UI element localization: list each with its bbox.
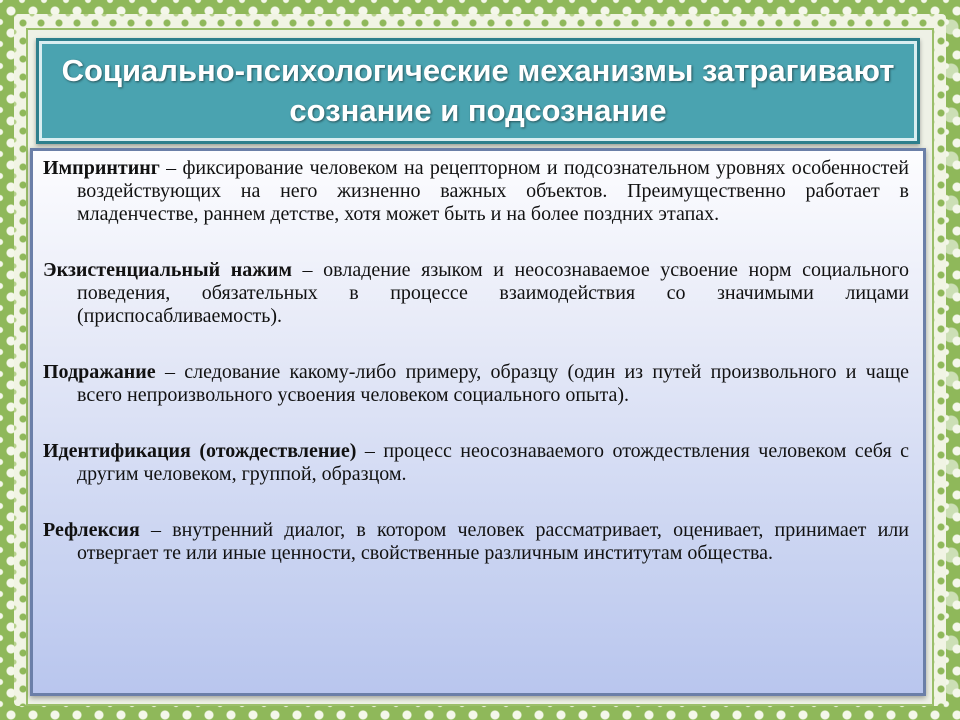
- entry-imprinting: [43, 157, 909, 226]
- entry-reflection: [43, 519, 909, 565]
- entry-term: Экзистенциальный нажим: [43, 259, 292, 281]
- entry-definition: – процесс неосознаваемого отождествления человеком себя с другим человеком, группой, образцом.: [77, 440, 909, 485]
- entry-existential-pressure: [43, 259, 909, 328]
- entry-definition: – внутренний диалог, в котором человек рассматривает, оценивает, принимает или отвергает те или иные ценности, свойственные различным институтам общества.: [77, 519, 909, 564]
- entry-term: Подражание: [43, 361, 156, 383]
- entry-imitation: [43, 361, 909, 407]
- entry-term: Импринтинг: [43, 157, 160, 179]
- content-panel: [30, 148, 926, 696]
- entry-definition: – фиксирование человеком на рецепторном и подсознательном уровнях особенностей воздействующих на него жизненно важных объектов. Преимущественно работает в младенчестве, раннем детстве, хотя может быть и на более поздних этапах.: [77, 157, 909, 225]
- entry-definition: – овладение языком и неосознаваемое усвоение норм социального поведения, обязательных в процессе взаимодействия со значимыми лицами (приспосабливаемость).: [77, 259, 909, 327]
- entry-identification: [43, 440, 909, 486]
- entry-term: Идентификация (отождествление): [43, 440, 357, 462]
- title-banner: [36, 38, 920, 144]
- entry-term: Рефлексия: [43, 519, 140, 541]
- entry-definition: – следование какому-либо примеру, образцу (один из путей произвольного и чаще всего непроизвольного усвоения человеком социального опыта).: [77, 361, 909, 406]
- slide-title: Социально-психологические механизмы затрагивают сознание и подсознание: [61, 53, 895, 128]
